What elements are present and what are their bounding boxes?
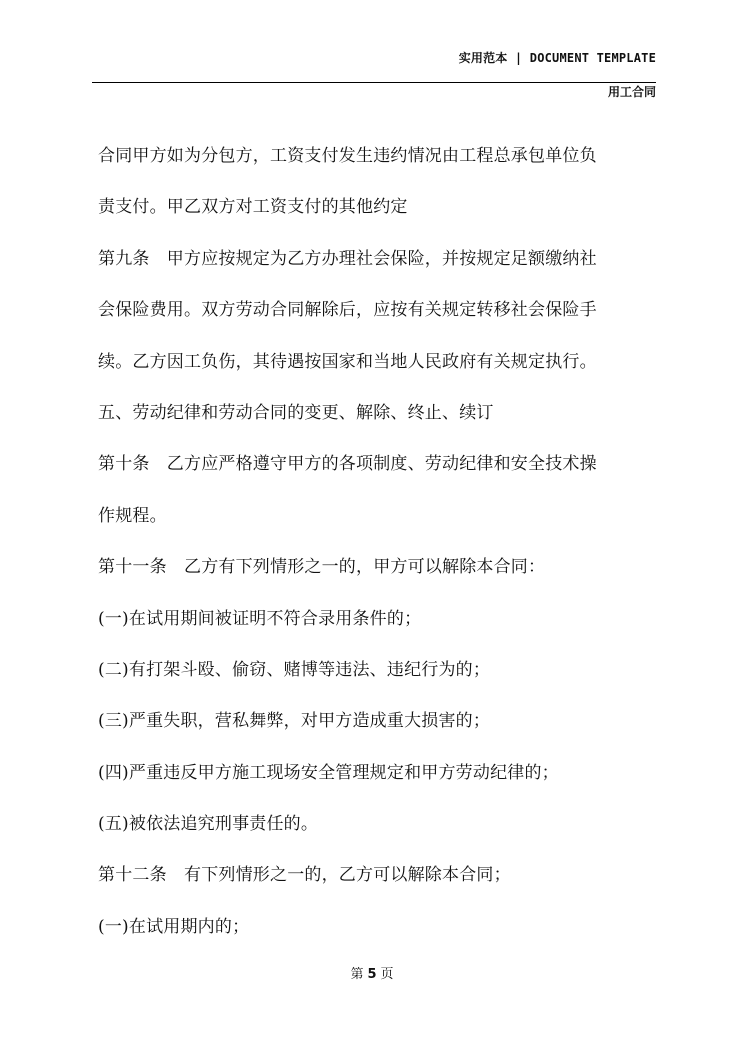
body-line-15: 第十二条 有下列情形之一的，乙方可以解除本合同； (98, 865, 511, 886)
page-number: 5 (367, 967, 377, 982)
page-number-suffix: 页 (380, 967, 394, 982)
body-line-1: 合同甲方如为分包方，工资支付发生违约情况由工程总承包单位负 (98, 146, 597, 166)
body-line-6: 五、劳动纪律和劳动合同的变更、解除、终止、续订 (98, 402, 494, 423)
body-line-13: (四)严重违反甲方施工现场安全管理规定和甲方劳动纪律的； (98, 762, 559, 783)
body-line-5: 续。乙方因工负伤，其待遇按国家和当地人民政府有关规定执行。 (98, 351, 597, 372)
body-line-11: (二)有打架斗殴、偷窃、赌博等违法、违纪行为的； (98, 659, 491, 680)
header-title: 实用范本 | DOCUMENT TEMPLATE (458, 51, 656, 65)
body-line-4: 会保险费用。双方劳动合同解除后，应按有关规定转移社会保险手 (98, 300, 597, 321)
page-number-prefix: 第 (350, 967, 364, 982)
body-line-2: 责支付。甲乙双方对工资支付的其他约定 (98, 197, 408, 218)
header-divider (92, 82, 656, 83)
body-line-12: (三)严重失职，营私舞弊，对甲方造成重大损害的； (98, 711, 491, 732)
header-subtitle: 用工合同 (607, 85, 656, 99)
body-line-14: (五)被依法追究刑事责任的。 (98, 814, 319, 835)
body-line-10: (一)在试用期间被证明不符合录用条件的； (98, 608, 422, 629)
body-line-8: 作规程。 (98, 505, 167, 526)
document-body (98, 138, 658, 960)
page-header (96, 48, 656, 99)
body-line-9: 第十一条 乙方有下列情形之一的，甲方可以解除本合同： (98, 557, 546, 578)
body-line-3: 第九条 甲方应按规定为乙方办理社会保险，并按规定足额缴纳社 (98, 248, 597, 269)
body-line-7: 第十条 乙方应严格遵守甲方的各项制度、劳动纪律和安全技术操 (98, 454, 597, 475)
page-footer (0, 963, 744, 982)
body-line-16: (一)在试用期内的； (98, 916, 250, 937)
